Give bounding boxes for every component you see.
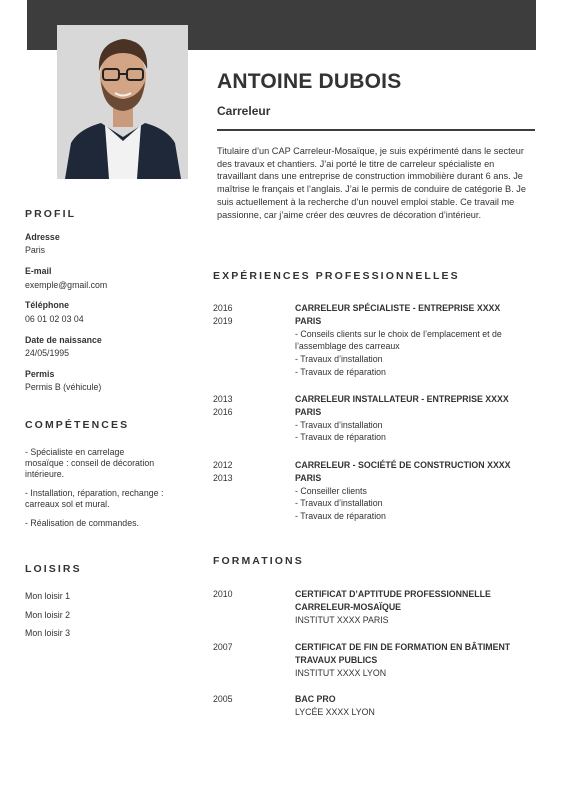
education-title: BAC PRO bbox=[295, 694, 336, 704]
address-value: Paris bbox=[25, 245, 46, 255]
experience-title: CARRELEUR - SOCIÉTÉ DE CONSTRUCTION XXXX bbox=[295, 460, 511, 470]
start-year: 2016 bbox=[213, 303, 233, 313]
experience-detail: - Conseiller clients bbox=[295, 485, 367, 496]
birthdate-label: Date de naissance bbox=[25, 335, 102, 345]
end-year: 2016 bbox=[213, 406, 233, 417]
experience-title: CARRELEUR INSTALLATEUR - ENTREPRISE XXXX bbox=[295, 394, 509, 404]
education-school: INSTITUT XXXX LYON bbox=[295, 667, 387, 678]
education-school: LYCÉE XXXX LYON bbox=[295, 706, 375, 717]
experience-entry bbox=[213, 393, 535, 444]
experience-detail: - Conseils clients sur le choix de l’emplacement et de l’assemblage des carreaux bbox=[295, 328, 502, 352]
education-entry bbox=[213, 641, 535, 679]
job-title: Carreleur bbox=[217, 104, 271, 118]
skill-item: - Réalisation de commandes. bbox=[25, 518, 139, 528]
start-year: 2012 bbox=[213, 460, 233, 470]
experience-place: PARIS bbox=[295, 472, 322, 483]
experience-years bbox=[213, 393, 283, 419]
education-title: CERTIFICAT D’APTITUDE PROFESSIONNELLE bbox=[295, 589, 491, 599]
experience-heading: EXPÉRIENCES PROFESSIONNELLES bbox=[213, 270, 460, 282]
education-title-line2: TRAVAUX PUBLICS bbox=[295, 654, 378, 665]
end-year: 2013 bbox=[213, 472, 233, 483]
education-title-line2: CARRELEUR-MOSAÏQUE bbox=[295, 601, 402, 612]
start-year: 2013 bbox=[213, 394, 233, 404]
education-year: 2007 bbox=[213, 642, 233, 652]
experience-detail: - Travaux d’installation bbox=[295, 498, 383, 509]
profile-photo bbox=[57, 25, 188, 179]
experience-detail: - Travaux d’installation bbox=[295, 419, 383, 430]
skills-heading: COMPÉTENCES bbox=[25, 419, 130, 431]
birthdate-value: 24/05/1995 bbox=[25, 348, 70, 358]
experience-entry bbox=[213, 459, 535, 523]
experience-detail: - Travaux d’installation bbox=[295, 354, 383, 365]
experience-title: CARRELEUR SPÉCIALISTE - ENTREPRISE XXXX bbox=[295, 303, 501, 313]
education-year: 2005 bbox=[213, 694, 233, 704]
experience-entry bbox=[213, 302, 535, 379]
email-label: E-mail bbox=[25, 266, 52, 276]
experience-place: PARIS bbox=[295, 315, 322, 326]
hobby-item: Mon loisir 3 bbox=[25, 628, 70, 638]
email-value: exemple@gmail.com bbox=[25, 280, 108, 290]
experience-years bbox=[213, 459, 283, 485]
experience-place: PARIS bbox=[295, 406, 322, 417]
skill-item: - Spécialiste en carrelage mosaïque : conseil de décoration intérieure. bbox=[25, 447, 155, 479]
license-value: Permis B (véhicule) bbox=[25, 382, 102, 392]
experience-detail: - Travaux de réparation bbox=[295, 432, 386, 443]
profile-summary: Titulaire d’un CAP Carreleur-Mosaïque, je suis expérimenté dans le secteur des travaux et chantiers. J’ai porté le titre de carreleur spécialiste en travaillant dans une entreprise de construction immobilière durant 6 ans. Je maîtrise le français et l’anglais. J’ai le permis de conduire de catégorie B. Je suis actuellement à la recherche d’un nouvel emploi stable. Ce travail me passionne, car j’aime créer des œuvres de décoration d’intérieur. bbox=[217, 146, 526, 220]
experience-detail: - Travaux de réparation bbox=[295, 511, 386, 522]
license-label: Permis bbox=[25, 369, 55, 379]
address-label: Adresse bbox=[25, 232, 60, 242]
education-entry bbox=[213, 588, 535, 626]
phone-value: 06 01 02 03 04 bbox=[25, 314, 84, 324]
hobby-item: Mon loisir 1 bbox=[25, 591, 70, 601]
candidate-name: ANTOINE DUBOIS bbox=[217, 70, 402, 93]
title-divider bbox=[217, 129, 535, 131]
experience-detail: - Travaux de réparation bbox=[295, 366, 386, 377]
skill-item: - Installation, réparation, rechange : carreaux sol et mural. bbox=[25, 488, 164, 509]
education-entry bbox=[213, 693, 535, 719]
hobbies-heading: LOISIRS bbox=[25, 563, 82, 575]
skills-list bbox=[25, 447, 165, 537]
education-year: 2010 bbox=[213, 589, 233, 599]
education-title: CERTIFICAT DE FIN DE FORMATION EN BÂTIMENT bbox=[295, 642, 511, 652]
phone-label: Téléphone bbox=[25, 300, 69, 310]
profile-heading: PROFIL bbox=[25, 208, 77, 220]
end-year: 2019 bbox=[213, 315, 233, 326]
hobby-item: Mon loisir 2 bbox=[25, 610, 70, 620]
experience-years bbox=[213, 302, 283, 328]
education-school: INSTITUT XXXX PARIS bbox=[295, 614, 389, 625]
education-heading: FORMATIONS bbox=[213, 555, 304, 567]
